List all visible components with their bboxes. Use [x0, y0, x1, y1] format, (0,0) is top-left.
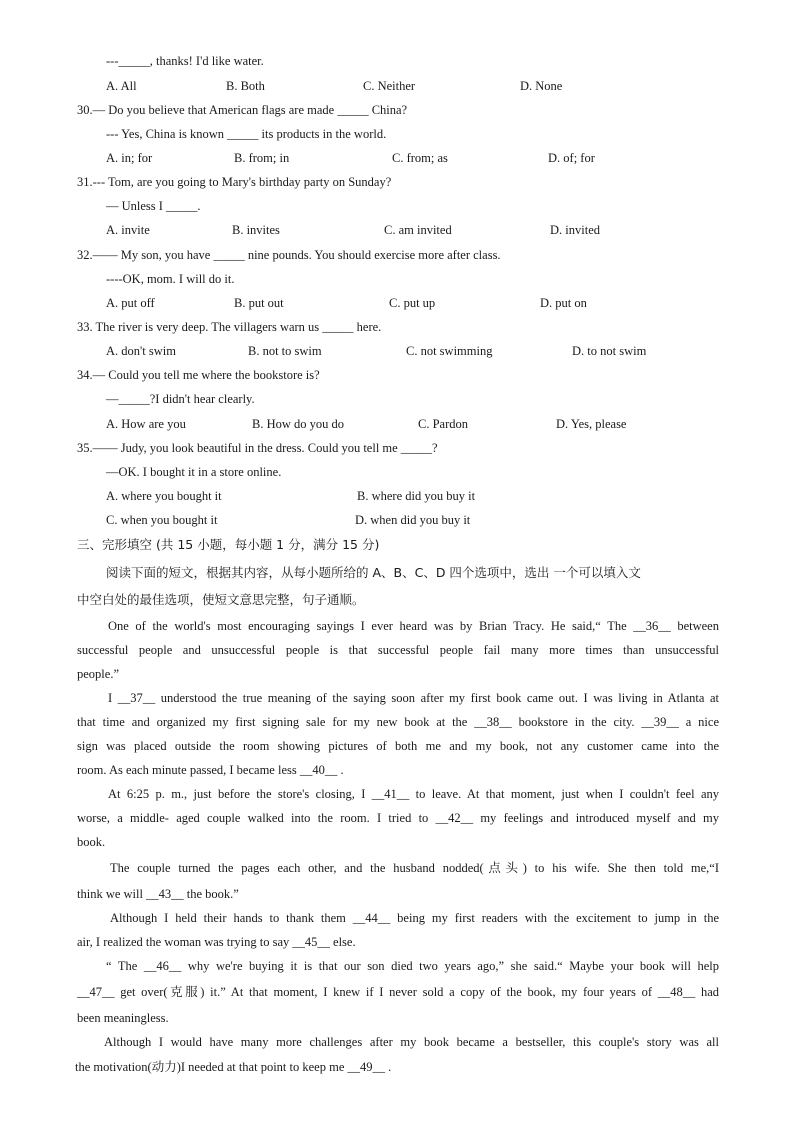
passage-line-16: __47__ get over(克服) it.” At that moment, I knew if I never sold a copy of the book, my four years of __48__ had	[77, 985, 719, 999]
question-number: 32.	[77, 248, 93, 262]
option-30-c: C. from; as	[392, 151, 448, 165]
option-31-a: A. invite	[106, 223, 150, 237]
section-instruction: 阅读下面的短文，根据其内容，从每小题所给的 A、B、C、D 四个选项中，选出 一个可以填入文	[106, 565, 641, 580]
passage-line-9: worse, a middle- aged couple walked into the room. I tried to __42__ my feelings and introduced myself and my	[77, 811, 719, 825]
passage-line-11: The couple turned the pages each other, and the husband nodded(点头) to his wife. She then told me,“I	[110, 861, 719, 875]
option-30-a: A. in; for	[106, 151, 153, 165]
passage-line-7: room. As each minute passed, I became less __40__ .	[77, 763, 344, 777]
passage-line-18: Although I would have many more challenges after my book became a bestseller, this couple's story was all	[104, 1035, 719, 1049]
question-33	[77, 319, 381, 335]
option-30-b: B. from; in	[234, 151, 290, 165]
question-number: 35.	[77, 441, 93, 455]
option-29-c: C. Neither	[363, 79, 416, 93]
question-text: —— Judy, you look beautiful in the dress. Could you tell me _____?	[92, 441, 438, 455]
option-32-d: D. put on	[540, 296, 587, 310]
passage-line-14: air, I realized the woman was trying to say __45__ else.	[77, 935, 356, 949]
question-number: 30.	[77, 103, 93, 117]
option-35-a: A. where you bought it	[106, 489, 222, 503]
question-32	[77, 247, 501, 263]
question-30	[77, 102, 407, 118]
question-29-line-2: ---_____, thanks! I'd like water.	[106, 54, 264, 68]
question-35	[77, 440, 438, 456]
question-text: — Do you believe that American flags are made _____ China?	[92, 103, 408, 117]
passage-line-4: I __37__ understood the true meaning of the saying soon after my first book came out. I was living in Atlanta at	[108, 691, 719, 705]
option-33-b: B. not to swim	[248, 344, 322, 358]
section-heading: 三、完形填空 (共 15 小题，每小题 1 分，满分 15 分)	[77, 537, 380, 552]
question-text: The river is very deep. The villagers warn us _____ here.	[92, 320, 382, 334]
option-32-a: A. put off	[106, 296, 155, 310]
section-instruction-cont: 中空白处的最佳选项，使短文意思完整，句子通顺。	[77, 592, 365, 607]
option-31-c: C. am invited	[384, 223, 452, 237]
passage-line-10: book.	[77, 835, 106, 849]
question-34	[77, 367, 320, 383]
option-35-c: C. when you bought it	[106, 513, 218, 527]
question-text: — Could you tell me where the bookstore is?	[92, 368, 320, 382]
option-35-d: D. when did you buy it	[355, 513, 471, 527]
option-31-b: B. invites	[232, 223, 280, 237]
passage-line-13: Although I held their hands to thank them __44__ being my first readers with the excitement to jump in the	[110, 911, 719, 925]
option-33-d: D. to not swim	[572, 344, 647, 358]
option-35-b: B. where did you buy it	[357, 489, 476, 503]
option-32-b: B. put out	[234, 296, 284, 310]
option-34-b: B. How do you do	[252, 417, 345, 431]
option-34-a: A. How are you	[106, 417, 186, 431]
passage-line-15: “ The __46__ why we're buying it is that our son died two years ago,” she said.“ Maybe your book will help	[106, 959, 719, 973]
option-30-d: D. of; for	[548, 151, 595, 165]
option-34-c: C. Pardon	[418, 417, 468, 431]
option-34-d: D. Yes, please	[556, 417, 627, 431]
passage-line-1: One of the world's most encouraging sayings I ever heard was by Brian Tracy. He said,“ The __36__ between	[108, 619, 719, 633]
option-33-a: A. don't swim	[106, 344, 176, 358]
option-32-c: C. put up	[389, 296, 436, 310]
question-30-line-2: --- Yes, China is known _____ its products in the world.	[106, 127, 387, 141]
passage-line-17: been meaningless.	[77, 1011, 169, 1025]
passage-line-2: successful people and unsuccessful people is that successful people fail many more times than unsuccessful	[77, 643, 719, 657]
option-29-b: B. Both	[226, 79, 265, 93]
question-31-line-2: — Unless I _____.	[106, 199, 201, 213]
question-number: 31.	[77, 175, 93, 189]
question-text: --- Tom, are you going to Mary's birthday party on Sunday?	[92, 175, 392, 189]
passage-line-5: that time and organized my first signing sale for my new book at the __38__ bookstore in the city. __39__ a nice	[77, 715, 719, 729]
question-text: —— My son, you have _____ nine pounds. You should exercise more after class.	[92, 248, 501, 262]
option-33-c: C. not swimming	[406, 344, 493, 358]
passage-line-3: people.”	[77, 667, 119, 681]
option-31-d: D. invited	[550, 223, 600, 237]
passage-line-8: At 6:25 p. m., just before the store's closing, I __41__ to leave. At that moment, just when I couldn't feel any	[108, 787, 719, 801]
question-32-line-2: ----OK, mom. I will do it.	[106, 272, 235, 286]
passage-line-19: the motivation(动力)I needed at that point to keep me __49__ .	[75, 1060, 392, 1074]
question-number: 34.	[77, 368, 93, 382]
question-number: 33.	[77, 320, 93, 334]
question-31	[77, 174, 391, 190]
question-35-line-2: —OK. I bought it in a store online.	[106, 465, 282, 479]
question-34-line-2: —_____?I didn't hear clearly.	[106, 392, 255, 406]
option-29-d: D. None	[520, 79, 563, 93]
option-29-a: A. All	[106, 79, 137, 93]
passage-line-6: sign was placed outside the room showing pictures of both me and my book, not any customer came into the	[77, 739, 719, 753]
passage-line-12: think we will __43__ the book.”	[77, 887, 239, 901]
